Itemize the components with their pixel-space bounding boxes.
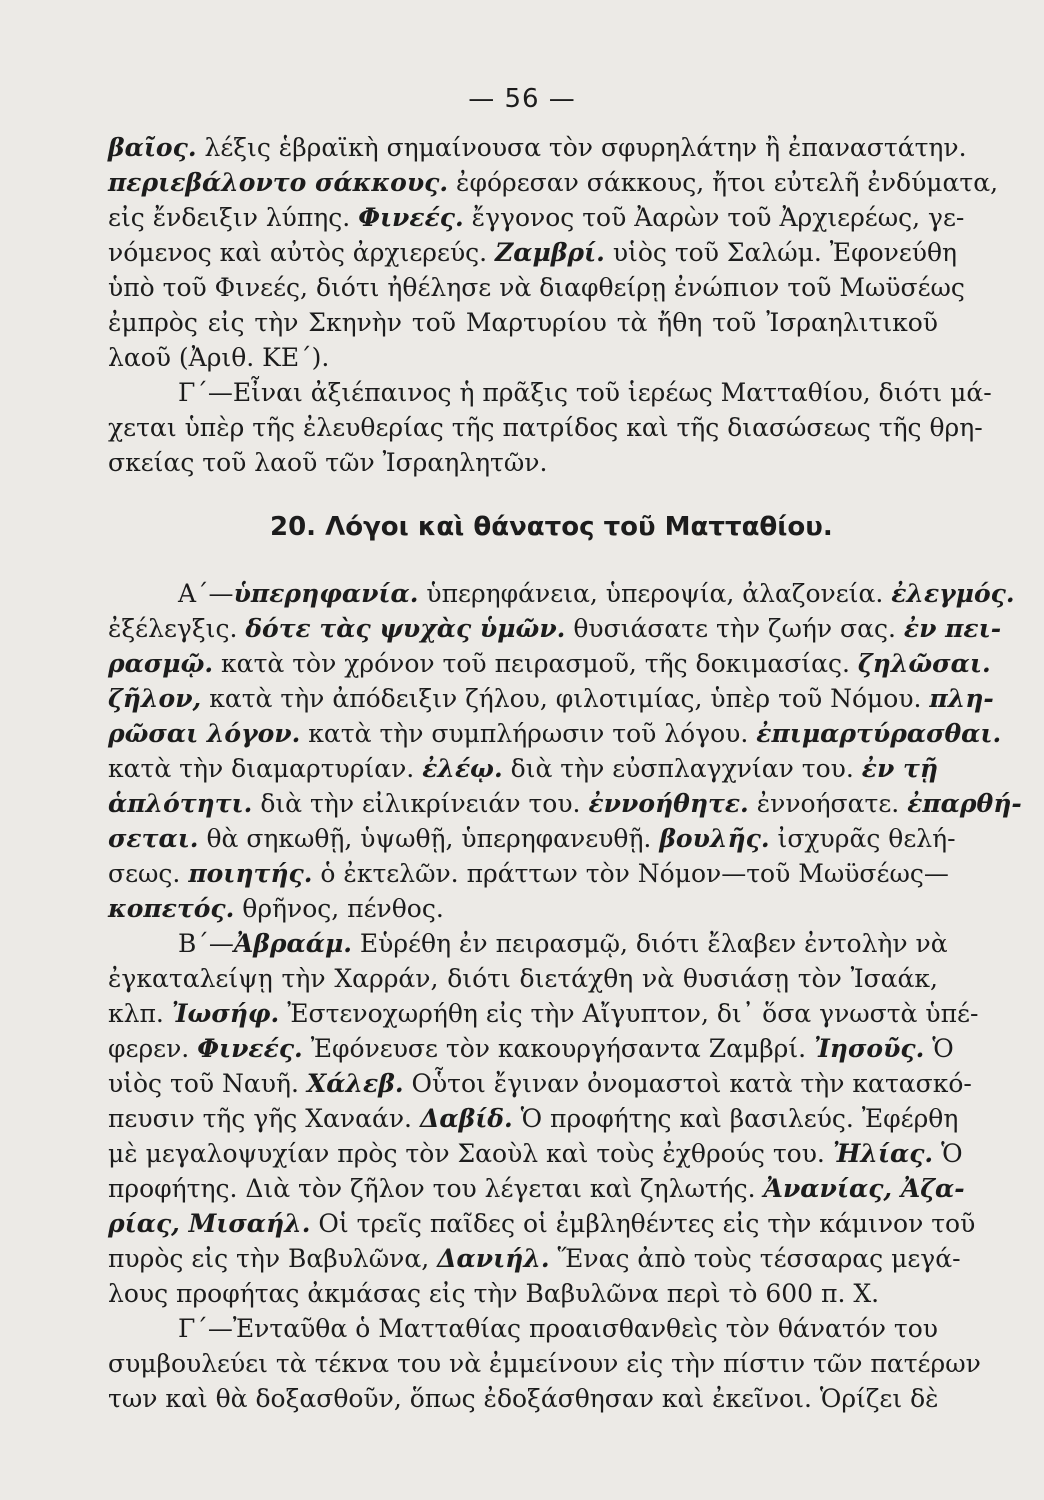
text-run: σκείας τοῦ λαοῦ τῶν Ἰσραηλητῶν. — [108, 448, 548, 477]
text-run: προφήτης. Διὰ τὸν ζῆλον του λέγεται καὶ ζηλωτής. — [108, 1174, 764, 1203]
text-run: Οἱ τρεῖς παῖδες οἱ ἐμβληθέντες εἰς τὴν κάμινον τοῦ — [310, 1209, 976, 1238]
text-run: λαοῦ (Ἀριθ. ΚΕ΄). — [108, 343, 330, 372]
text-run: ἐφόρεσαν σάκκους, ἤτοι εὐτελῆ ἐνδύματα, — [448, 168, 999, 197]
text-line — [108, 1346, 981, 1381]
term-headword: σεται. — [108, 824, 199, 853]
text-run: Ὁ — [933, 1139, 963, 1168]
text-run: λους προφήτας ἀκμάσας εἰς τὴν Βαβυλῶνα περὶ τὸ 600 π. Χ. — [108, 1279, 880, 1308]
text-line — [108, 305, 938, 340]
text-line — [108, 716, 1002, 751]
text-line — [108, 445, 938, 480]
text-run: διὰ τὴν εἰλικρίνειάν του. — [252, 789, 589, 818]
text-run: ἐννοήσατε. — [748, 789, 908, 818]
text-run: ἐμπρὸς εἰς τὴν Σκηνὴν τοῦ Μαρτυρίου τὰ ἤθη τοῦ Ἰσραηλιτικοῦ — [108, 308, 938, 337]
text-run: ἰσχυρᾶς θελή- — [769, 824, 956, 853]
text-run: νόμενος καὶ αὐτὸς ἀρχιερεύς. — [108, 238, 496, 267]
term-headword: Χάλεβ. — [306, 1069, 404, 1098]
text-line — [108, 576, 1015, 611]
term-headword: ζῆλον, — [108, 684, 202, 713]
text-line — [108, 681, 994, 716]
term-headword: ρασμῷ. — [108, 649, 214, 678]
text-line — [108, 786, 1022, 821]
term-headword: πλη- — [929, 684, 994, 713]
text-run: εἰς ἔνδειξιν λύπης. — [108, 203, 359, 232]
paragraph-block-top — [108, 130, 999, 480]
text-run: κατὰ τὸν χρόνον τοῦ πειρασμοῦ, τῆς δοκιμασίας. — [213, 649, 858, 678]
text-run: Ὁ προφήτης καὶ βασιλεύς. Ἐφέρθη — [512, 1104, 959, 1133]
text-run: Εὑρέθη ἐν πειρασμῷ, διότι ἔλαβεν ἐντολὴν νὰ — [351, 929, 948, 958]
term-headword: Ἀβραάμ. — [233, 929, 352, 958]
text-run: φερεν. — [108, 1034, 198, 1063]
text-line — [108, 926, 948, 961]
text-line — [108, 1066, 972, 1101]
text-run: ὑπερηφάνεια, ὑπεροψία, ἀλαζονεία. — [418, 579, 892, 608]
section-title: 20. Λόγοι καὶ θάνατος τοῦ Ματταθίου. — [270, 512, 833, 542]
text-run: υἱὸς τοῦ Σαλώμ. Ἐφονεύθη — [604, 238, 958, 267]
text-run: Ἕνας ἀπὸ τοὺς τέσσαρας μεγά- — [549, 1244, 961, 1273]
text-run: Ἐφόνευσε τὸν κακουργήσαντα Ζαμβρί. — [302, 1034, 815, 1063]
text-run: ὑπὸ τοῦ Φινεές, διότι ἠθέλησε νὰ διαφθείρῃ ἐνώπιον τοῦ Μωϋσέως — [108, 273, 965, 302]
text-line — [108, 646, 991, 681]
text-line — [108, 1136, 963, 1171]
text-run: θυσιάσατε τὴν ζωήν σας. — [565, 614, 904, 643]
body-text — [108, 130, 1022, 1416]
text-line — [108, 165, 999, 200]
text-line — [108, 410, 983, 445]
text-run: θρῆνος, πένθος. — [234, 894, 444, 923]
text-line — [108, 1241, 961, 1276]
text-line — [108, 821, 956, 856]
text-line — [108, 1031, 954, 1066]
text-run: ἔγγονος τοῦ Ἀαρὼν τοῦ Ἀρχιερέως, γε- — [463, 203, 965, 232]
term-headword: ποιητής. — [188, 859, 313, 888]
text-line — [108, 751, 938, 786]
text-line — [108, 200, 965, 235]
text-run: ὁ ἐκτελῶν. πράττων τὸν Νόμον—τοῦ Μωϋσέως— — [312, 859, 949, 888]
term-headword: Δαβίδ. — [419, 1104, 513, 1133]
text-run: των καὶ θὰ δοξασθοῦν, ὅπως ἐδοξάσθησαν καὶ ἐκεῖνοι. Ὁρίζει δὲ — [108, 1384, 939, 1413]
text-line — [108, 340, 938, 375]
text-line — [108, 996, 979, 1031]
text-run: μὲ μεγαλοψυχίαν πρὸς τὸν Σαοὺλ καὶ τοὺς ἐχθρούς του. — [108, 1139, 833, 1168]
term-headword: ἐν πει- — [903, 614, 1002, 643]
text-run: ἐγκαταλείψῃ τὴν Χαρράν, διότι διετάχθη νὰ θυσιάσῃ τὸν Ἰσαάκ, — [108, 964, 938, 993]
text-run: ἐξέλεγξις. — [108, 614, 246, 643]
text-line — [108, 1381, 938, 1416]
text-line — [108, 235, 958, 270]
text-line — [108, 130, 967, 165]
term-headword: ἐπαρθή- — [907, 789, 1022, 818]
text-run: πευσιν τῆς γῆς Χαναάν. — [108, 1104, 420, 1133]
text-run: Ἐστενοχωρήθη εἰς τὴν Αἴγυπτον, δι᾽ ὅσα γνωστὰ ὑπέ- — [279, 999, 979, 1028]
term-headword: Ἰησοῦς. — [814, 1034, 925, 1063]
text-line — [108, 375, 992, 410]
text-run: σεως. — [108, 859, 189, 888]
text-run: κατὰ τὴν συμπλήρωσιν τοῦ λόγου. — [300, 719, 757, 748]
term-headword: Ἰωσήφ. — [171, 999, 280, 1028]
text-line — [108, 1171, 965, 1206]
text-run: συμβουλεύει τὰ τέκνα του νὰ ἐμμείνουν εἰς τὴν πίστιν τῶν πατέρων — [108, 1349, 981, 1378]
text-line — [108, 1276, 938, 1311]
term-headword: βουλῆς. — [659, 824, 770, 853]
paragraph-block-bottom — [108, 576, 1022, 1416]
term-headword: Δανιήλ. — [437, 1244, 550, 1273]
term-headword: περιεβάλοντο σάκκους. — [108, 168, 449, 197]
text-run: υἱὸς τοῦ Ναυῆ. — [108, 1069, 307, 1098]
text-run: θὰ σηκωθῇ, ὑψωθῇ, ὑπερηφανευθῇ. — [198, 824, 660, 853]
text-run: κλπ. — [108, 999, 172, 1028]
term-headword: ἁπλότητι. — [108, 789, 253, 818]
term-headword: Φινεές. — [358, 203, 464, 232]
term-headword: ζηλῶσαι. — [857, 649, 991, 678]
text-line — [108, 856, 949, 891]
page-number: — 56 — — [468, 84, 576, 114]
term-headword: ἐλέῳ. — [422, 754, 503, 783]
text-run: Γ΄—Εἶναι ἀξιέπαινος ἡ πρᾶξις τοῦ ἱερέως Ματταθίου, διότι μά- — [178, 378, 992, 407]
text-run: Α΄— — [178, 579, 234, 608]
term-headword: Ζαμβρί. — [495, 238, 605, 267]
text-run: διὰ τὴν εὐσπλαγχνίαν του. — [502, 754, 862, 783]
term-headword: Ἠλίας. — [832, 1139, 934, 1168]
text-line — [108, 891, 938, 926]
text-run: Ὁ — [924, 1034, 954, 1063]
text-run: κατὰ τὴν ἀπόδειξιν ζήλου, φιλοτιμίας, ὑπὲρ τοῦ Νόμου. — [201, 684, 930, 713]
text-run: κατὰ τὴν διαμαρτυρίαν. — [108, 754, 423, 783]
text-run: πυρὸς εἰς τὴν Βαβυλῶνα, — [108, 1244, 438, 1273]
text-run: λέξις ἑβραϊκὴ σημαίνουσα τὸν σφυρηλάτην ἢ ἐπαναστάτην. — [196, 133, 967, 162]
text-line — [108, 1101, 959, 1136]
text-run: Γ΄—Ἐνταῦθα ὁ Ματταθίας προαισθανθεὶς τὸν θάνατόν του — [178, 1314, 938, 1343]
text-run: χεται ὑπὲρ τῆς ἐλευθερίας τῆς πατρίδος καὶ τῆς διασώσεως τῆς θρη- — [108, 413, 983, 442]
text-line — [108, 270, 965, 305]
term-headword: ὑπερηφανία. — [233, 579, 419, 608]
term-headword: κοπετός. — [108, 894, 235, 923]
text-line — [108, 611, 1002, 646]
term-headword: βαῖος. — [108, 133, 197, 162]
term-headword: ἐπιμαρτύρασθαι. — [756, 719, 1002, 748]
text-line — [108, 1311, 938, 1346]
text-line — [108, 961, 938, 996]
term-headword: ἐννοήθητε. — [588, 789, 749, 818]
term-headword: ἐν τῇ — [861, 754, 939, 783]
term-headword: ρίας, Μισαήλ. — [108, 1209, 311, 1238]
text-line — [108, 1206, 976, 1241]
term-headword: ἐλεγμός. — [891, 579, 1015, 608]
term-headword: Φινεές. — [197, 1034, 303, 1063]
text-run: Οὗτοι ἔγιναν ὀνομαστοὶ κατὰ τὴν κατασκό- — [403, 1069, 972, 1098]
term-headword: ρῶσαι λόγον. — [108, 719, 301, 748]
text-run: Β΄— — [178, 929, 234, 958]
term-headword: Ἀνανίας, Ἀζα- — [763, 1174, 965, 1203]
term-headword: δότε τὰς ψυχὰς ὑμῶν. — [245, 614, 566, 643]
